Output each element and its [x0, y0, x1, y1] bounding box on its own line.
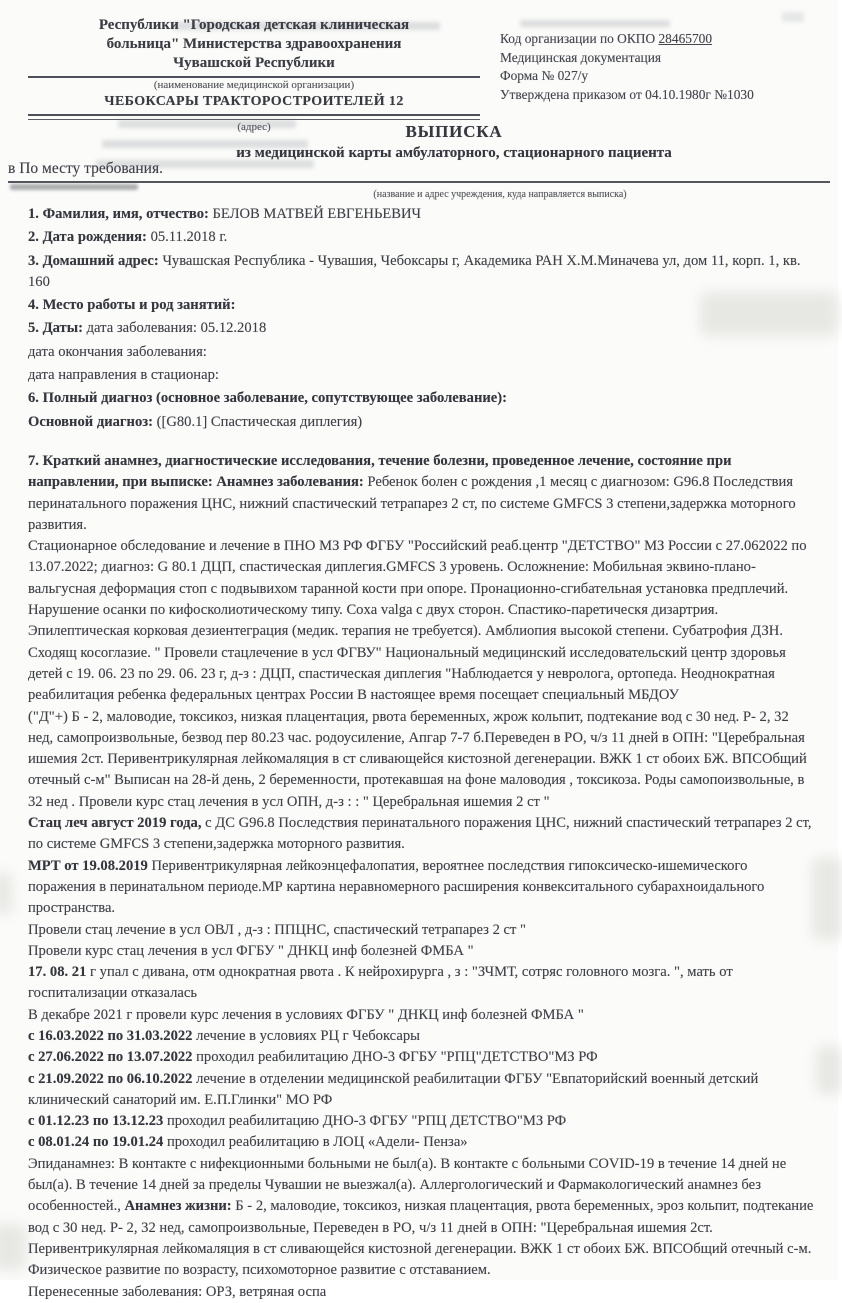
field-text: проходил реабилитацию ДНО-3 ФГБУ "РПЦ ДЕТСТВО"МЗ РФ: [166, 1113, 567, 1130]
field-text: дата окончания заболевания:: [28, 343, 207, 360]
faded-stamp: [520, 20, 670, 27]
field-label: 6. Полный диагноз (основное заболевание, сопутствующее заболевание):: [28, 390, 507, 407]
field-text: дата направления в стационар:: [28, 367, 219, 384]
field-label: с 21.09.2022 по 06.10.2022: [28, 1070, 197, 1087]
scan-artifact: [812, 858, 842, 940]
field-text: Провели курс стац лечения в усл ФГБУ " ДНКЦ инф болезней ФМБА ": [28, 942, 474, 959]
field-label: 5. Даты:: [28, 320, 87, 337]
field-label: с 01.12.23 по 13.12.23: [28, 1113, 167, 1130]
organization-address-caption: (адрес): [237, 121, 271, 133]
text-line: [28, 813, 814, 856]
okpo-value: 28465700: [658, 31, 713, 46]
addressee-caption: (название и адрес учреждения, куда направляется выписка): [373, 189, 627, 200]
text-line: [28, 1026, 814, 1047]
field-text: Эпиданамнез: В контакте с нифекционными больными не был(а). В контакте с больными COVID-19 в течение 14 дней не был(а). В течение 14 дней за пределы Чувашии не выезжал(а). Аллергологический и Фармакологический анамнез без особенностей.,: [28, 1155, 787, 1215]
field-text: с ДС G96.8 Последствия перинатального поражения ЦНС, нижний спастический тетрапарез 2 ст, по системе GMFCS 3 степени,задержка моторного развития.: [28, 815, 812, 853]
scan-artifact: [0, 1224, 26, 1270]
form-info-line: Медицинская документация: [500, 49, 662, 65]
field-label: 2. Дата рождения:: [28, 229, 151, 246]
text-line: [28, 707, 814, 813]
text-line: [28, 1132, 814, 1153]
field-text: БЕЛОВ МАТВЕЙ ЕВГЕНЬЕВИЧ: [212, 206, 421, 222]
text-line: [28, 1282, 814, 1303]
field-text: 05.11.2018 г.: [150, 229, 228, 246]
addressee-line: в По месту требования.: [8, 160, 830, 183]
field-text: проходил реабилитацию ДНО-3 ФГБУ "РПЦ"ДЕТСТВО"МЗ РФ: [196, 1049, 598, 1066]
field-text: ("Д"+) Б - 2, маловодие, токсикоз, низкая плацентация, рвота беременных, жрож кольпит, подтекание вод с 30 нед. Р- 2, 32 нед, самопроизвольные, безвод пер 80.23 час. родоусиление, Апгар 7-7 б.Переведен в РО, ч/з 11 дней в ОПН: "Церебральная ишемия 2ст. Перивентрикулярная лейкомаляция в ст сливающейся кистозной дегенерации. ВЖК 1 ст обоих БЖ. ВПСОбщий отечный с-м" Выписан на 28-й день, 2 беременности, протекавшая на фоне маловодия , токсикоза. Роды самопоизвольные, в 32 нед . Провели курс стац лечения в усл ОПН, д-з : : " Церебральная ишемия 2 ст ": [28, 708, 807, 810]
scan-artifact: [0, 872, 12, 914]
patient-fields: [28, 204, 814, 433]
text-line: [28, 1111, 814, 1132]
field-text: Перивентрикулярная лейкоэнцефалопатия, вероятнее последствия гипоксическо-ишемического поражения в перинатальном периоде.МР картина неравномерного расширения конвекситального субарахноидального пространства.: [28, 857, 765, 917]
text-line: [28, 342, 814, 363]
text-line: [28, 412, 814, 433]
field-label: с 27.06.2022 по 13.07.2022: [28, 1049, 197, 1066]
field-label: Анамнез жизни:: [124, 1198, 236, 1215]
field-text: В декабре 2021 г провели курс лечения в условиях ФГБУ " ДНКЦ инф болезней ФМБА ": [28, 1006, 584, 1023]
form-info-line: Утверждена приказом от 04.10.1980г №1030: [500, 86, 754, 102]
form-info-block: [500, 30, 830, 104]
title-block: [70, 122, 838, 162]
text-line: [28, 388, 814, 409]
field-label: Основной диагноз:: [28, 413, 157, 430]
field-label: 3. Домашний адрес:: [28, 252, 163, 269]
document-title: ВЫПИСКА: [405, 122, 503, 141]
field-text: ([G80.1] Спастическая диплегия): [156, 413, 363, 430]
text-line: [28, 251, 814, 294]
field-text: Ребенок болен с рождения ,1 месяц с диагнозом: G96.8 Последствия перинатального поражения ЦНС, нижний спастический тетрапарез 2 ст, по системе GMFCS 3 степени,задержка моторного развития.: [28, 474, 796, 533]
organization-name-line: Республики "Городская детская клиническая: [98, 17, 410, 33]
scan-artifact: [816, 1046, 842, 1094]
text-line: [28, 204, 814, 225]
text-line: [28, 941, 814, 962]
field-text: Стационарное обследование и лечение в ПНО МЗ РФ ФГБУ "Российский реаб.центр "ДЕТСТВО" МЗ России с 27.062022 по 13.07.2022; диагноз: G 80.1 ДЦП, спастическая диплегия.GMFCS 3 уровень. Осложнение: Мобильная эквино-плано-вальгусная деформация стоп с подвывихом таранной кости при опоре. Пронационно-сгибательная установка предплечий. Нарушение осанки по кифосколиотическому типу. Coxa valga с двух сторон. Спастико-паретическя дизартрия. Эпилептическая корковая дезиентеграция (медик. терапия не требуется). Амблиопия высокой степени. Субатрофия ДЗН. Сходящ косоглазие. " Провели стацлечение в усл ФГВУ" Национальный медицинский исследовательский центр здоровья детей с 19. 06. 23 по 29. 06. 23 г, д-з : ДЦП, спастическая диплегия "Наблюдается у невролога, ортопеда. Неоднократная реабилитация ребенка федеральных центрах России В настоящее время посещает специальный МБДОУ: [28, 538, 807, 704]
faded-stamp: [782, 12, 804, 22]
text-line: [28, 1069, 814, 1112]
text-line: [28, 295, 814, 316]
okpo-label: Код организации по ОКПО: [500, 31, 659, 46]
organization-name-line: больница" Министерства здравоохранения: [106, 36, 402, 52]
anamnesis-section: [28, 451, 814, 1303]
field-text: лечение в условиях РЦ г Чебоксары: [196, 1027, 420, 1044]
field-label: Стац леч август 2019 года,: [28, 815, 206, 832]
organization-address: ЧЕБОКСАРЫ ТРАКТОРОСТРОИТЕЛЕЙ 12: [104, 94, 404, 109]
text-line: [28, 227, 814, 248]
organization-block: [28, 16, 480, 134]
text-line: [28, 451, 814, 536]
form-info-line: Форма № 027/у: [500, 68, 589, 83]
field-label: 4. Место работы и род занятий:: [28, 297, 236, 314]
organization-name-caption: (наименование медицинской организации): [153, 79, 355, 91]
field-text: дата заболевания: 05.12.2018: [86, 320, 267, 337]
text-line: [28, 856, 814, 920]
field-label: МРТ от 19.08.2019: [28, 857, 152, 874]
text-line: [28, 536, 814, 706]
document-subtitle: из медицинской карты амбулаторного, стационарного пациента: [236, 145, 672, 161]
field-text: Б - 2, маловодие, токсикоз, низкая плацентация, рвота беременных, эроз кольпит, подтекание вод с 30 нед. Р- 2, 32 нед, самопроизвольные, Переведен в РО, ч/з 11 дней в ОПН: "Церебральная ишемия 2ст. Перивентрикулярная лейкомаляция в ст сливающейся кистозной дегенерации. ВЖК 1 ст обоих БЖ. ВПСОбщий отечный с-м. Физическое развитие по возрасту, психомоторное развитие с отставанием.: [28, 1198, 814, 1279]
field-label: 17. 08. 21: [28, 964, 91, 981]
document-body: [28, 204, 814, 1303]
field-text: г упал с дивана, отм однократная рвота . К нейрохирурга , з : "ЗЧМТ, сотряс головного мозга. ", мать от госпитализации отказалась: [28, 964, 733, 1002]
field-text: проходил реабилитацию в ЛОЦ «Адели- Пенза»: [166, 1134, 468, 1151]
text-line: [28, 365, 814, 386]
field-text: Перенесенные заболевания: ОРЗ, ветряная оспа: [28, 1283, 327, 1300]
text-line: [28, 1154, 814, 1282]
field-label: с 08.01.24 по 19.01.24: [28, 1134, 167, 1151]
field-label: 1. Фамилия, имя, отчество:: [28, 206, 213, 222]
field-text: Чувашская Республика - Чувашия, Чебоксары г, Академика РАН Х.М.Миначева ул, дом 11, корп. 1, кв. 160: [28, 252, 801, 290]
text-line: [28, 1047, 814, 1068]
text-line: [28, 318, 814, 339]
text-line: [28, 962, 814, 1005]
okpo-line: [500, 30, 830, 49]
faded-stamp: [10, 184, 138, 190]
field-label: с 16.03.2022 по 31.03.2022: [28, 1027, 197, 1044]
field-text: лечение в отделении медицинской реабилитации ФГБУ "Евпаторийский военный детский клинический санаторий им. Е.П.Глинки" МО РФ: [28, 1070, 759, 1108]
text-line: [28, 1005, 814, 1026]
text-line: [28, 920, 814, 941]
organization-name-line: Чувашской Республики: [173, 55, 335, 71]
field-label: 7. Краткий анамнез, диагностические исследования, течение болезни, проведенное лечение, состояние при направлении, при выписке: Анамнез заболевания:: [28, 452, 732, 491]
field-text: Провели стац лечение в усл ОВЛ , д-з : ППЦНС, спастический тетрапарез 2 ст ": [28, 921, 526, 938]
